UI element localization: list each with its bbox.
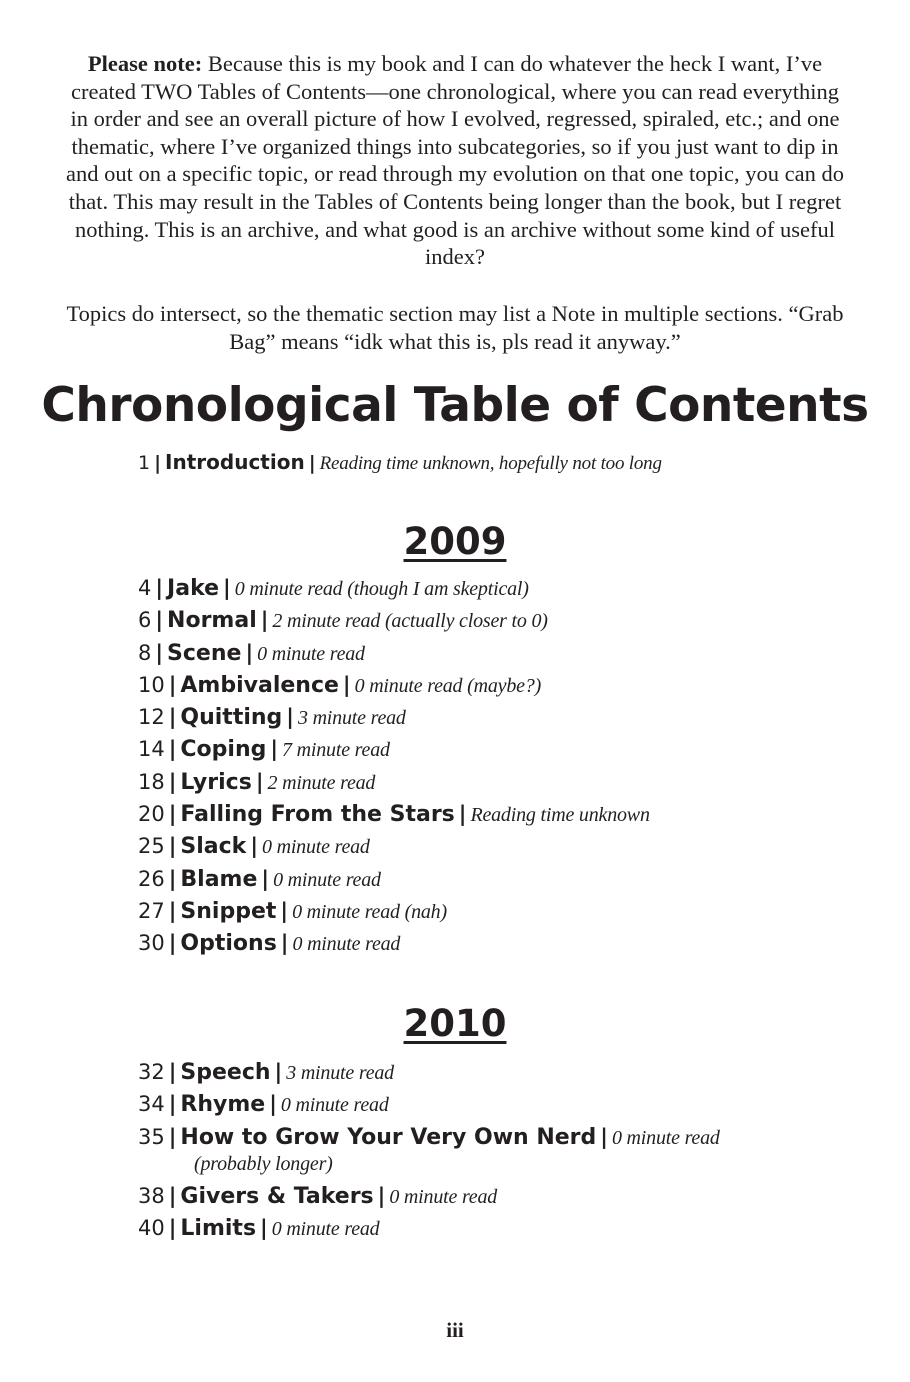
entry-title: How to Grow Your Very Own Nerd [180, 1124, 597, 1150]
entry-page-number: 35 [138, 1124, 165, 1149]
entry-separator: | [168, 769, 177, 794]
note-paragraph-topics: Topics do intersect, so the thematic section may list a Note in multiple sections. “Grab Bag” means “idk what this is, pls read it anyway.” [66, 301, 844, 354]
intro-list [138, 450, 838, 482]
entry-title: Givers & Takers [180, 1183, 374, 1209]
toc-entry[interactable] [138, 737, 838, 769]
entry-reading-time: 0 minute read [273, 868, 381, 891]
entry-title: Rhyme [180, 1092, 266, 1118]
entry-page-number: 10 [138, 672, 165, 697]
entry-separator: | [270, 737, 279, 762]
toc-entry[interactable] [138, 705, 838, 737]
entry-separator: | [458, 802, 467, 827]
entry-title: Blame [180, 866, 258, 892]
entry-title: Normal [167, 608, 257, 634]
entry-reading-time: 0 minute read [611, 1126, 720, 1149]
entry-separator: | [245, 640, 254, 665]
entry-separator: | [168, 834, 177, 859]
entry-page-number: 30 [138, 931, 165, 956]
entry-reading-time: 3 minute read [286, 1062, 394, 1084]
entry-reading-time: 0 minute read (though I am skeptical) [234, 578, 529, 600]
toc-entry[interactable] [138, 770, 838, 802]
entry-page-number: 6 [138, 608, 152, 633]
toc-list-2009 [138, 576, 838, 964]
entry-title: Snippet [180, 898, 277, 924]
entry-separator: | [286, 705, 294, 730]
note-label: Please note: [87, 51, 203, 76]
entry-title: Scene [167, 640, 242, 666]
entry-title: Introduction [165, 450, 305, 474]
entry-separator: | [377, 1183, 386, 1208]
entry-title: Speech [180, 1060, 271, 1085]
entry-page-number: 14 [138, 737, 165, 762]
entry-separator: | [260, 1215, 268, 1240]
toc-entry[interactable] [138, 802, 838, 834]
entry-separator: | [168, 672, 177, 697]
entry-page-number: 25 [138, 834, 165, 859]
entry-separator: | [168, 931, 177, 956]
entry-separator: | [600, 1124, 608, 1149]
note-text: Because this is my book and I can do whatever the heck I want, I’ve created TWO Tables of Contents—one chronological, where you can read everything in order and see an overall picture of how I evolved, regressed, spiraled, etc.; and one thematic, where I’ve organized things into subcategories, so if you just want to dip in and out on a specific topic, or read through my evolution on that one topic, you can do that. This may result in the Tables of Contents being longer than the book, but I regret nothing. This is an archive, and what good is an archive without some kind of useful index? [66, 51, 844, 270]
toc-entry[interactable] [138, 1125, 838, 1178]
entry-separator: | [274, 1060, 283, 1084]
entry-reading-time: 0 minute read [257, 642, 365, 665]
entry-reading-time: 0 minute read [292, 933, 401, 956]
entry-separator: | [168, 1060, 177, 1084]
entry-separator: | [168, 737, 177, 762]
entry-page-number: 20 [138, 802, 165, 827]
year-heading-2009 [0, 518, 910, 566]
entry-page-number: 27 [138, 898, 165, 923]
entry-page-number: 26 [138, 866, 165, 891]
entry-separator: | [342, 672, 351, 697]
toc-entry[interactable] [138, 1092, 838, 1124]
entry-reading-time: Reading time unknown [470, 804, 650, 827]
toc-entry-introduction[interactable] [138, 450, 838, 482]
entry-page-number: 8 [138, 640, 152, 665]
toc-entry[interactable] [138, 899, 838, 931]
toc-entry[interactable] [138, 673, 838, 705]
entry-separator: | [308, 452, 316, 474]
entry-reading-time: 0 minute read (nah) [292, 900, 447, 923]
entry-separator: | [154, 452, 162, 474]
entry-title: Ambivalence [180, 672, 339, 698]
toc-entry[interactable] [138, 576, 838, 608]
entry-separator: | [223, 576, 231, 600]
toc-entry[interactable] [138, 1184, 838, 1216]
entry-reading-time: 0 minute read [389, 1185, 498, 1208]
entry-reading-time: 0 minute read (maybe?) [354, 674, 542, 697]
entry-page-number: 32 [138, 1060, 165, 1084]
entry-reading-time: Reading time unknown, hopefully not too long [319, 453, 662, 474]
entry-separator: | [155, 608, 164, 633]
entry-separator: | [168, 1124, 177, 1149]
entry-reading-time-continued: (probably longer) [194, 1152, 333, 1175]
toc-entry[interactable] [138, 867, 838, 899]
entry-separator: | [168, 1183, 177, 1208]
entry-reading-time: 0 minute read [280, 1094, 389, 1117]
entry-reading-time: 0 minute read [271, 1217, 380, 1240]
entry-title: Coping [180, 737, 267, 763]
entry-separator: | [168, 802, 177, 827]
entry-title: Slack [180, 834, 247, 860]
entry-separator: | [280, 931, 289, 956]
entry-separator: | [168, 866, 177, 891]
entry-reading-time: 2 minute read (actually closer to 0) [272, 610, 548, 633]
entry-separator: | [168, 898, 177, 923]
year-label: 2009 [403, 520, 507, 563]
entry-page-number: 18 [138, 769, 165, 794]
entry-separator: | [269, 1092, 277, 1117]
toc-list-2010 [138, 1060, 838, 1248]
year-label: 2010 [403, 1002, 507, 1045]
entry-reading-time: 0 minute read [261, 836, 370, 859]
entry-title: Quitting [180, 705, 283, 731]
entry-title: Lyrics [180, 769, 252, 795]
toc-entry[interactable] [138, 641, 838, 673]
entry-reading-time: 2 minute read [267, 771, 376, 794]
entry-page-number: 12 [138, 705, 165, 730]
entry-title: Limits [180, 1215, 257, 1241]
entry-title: Jake [167, 576, 220, 601]
toc-entry[interactable] [138, 1216, 838, 1248]
entry-separator: | [155, 576, 164, 600]
toc-entry[interactable] [138, 1060, 838, 1092]
entry-page-number: 34 [138, 1092, 165, 1117]
entry-separator: | [280, 898, 289, 923]
entry-separator: | [260, 608, 269, 633]
entry-separator: | [168, 1092, 177, 1117]
entry-title: Falling From the Stars [180, 802, 455, 828]
entry-separator: | [250, 834, 258, 859]
entry-page-number: 4 [138, 576, 152, 600]
year-heading-2010 [0, 1000, 910, 1048]
entry-page-number: 38 [138, 1183, 165, 1208]
toc-entry[interactable] [138, 834, 838, 866]
entry-page-number: 1 [138, 452, 151, 474]
entry-separator: | [155, 640, 164, 665]
entry-reading-time: 7 minute read [282, 739, 390, 762]
entry-separator: | [168, 1215, 177, 1240]
entry-title: Options [180, 931, 277, 957]
entry-separator: | [255, 769, 264, 794]
entry-reading-time: 3 minute read [297, 707, 406, 730]
entry-separator: | [168, 705, 177, 730]
entry-separator: | [261, 866, 270, 891]
toc-entry[interactable] [138, 608, 838, 640]
entry-page-number: 40 [138, 1215, 165, 1240]
note-paragraph [60, 50, 850, 271]
page-number: iii [446, 1318, 464, 1342]
toc-entry[interactable] [138, 931, 838, 963]
page-title: Chronological Table of Contents [41, 378, 869, 433]
